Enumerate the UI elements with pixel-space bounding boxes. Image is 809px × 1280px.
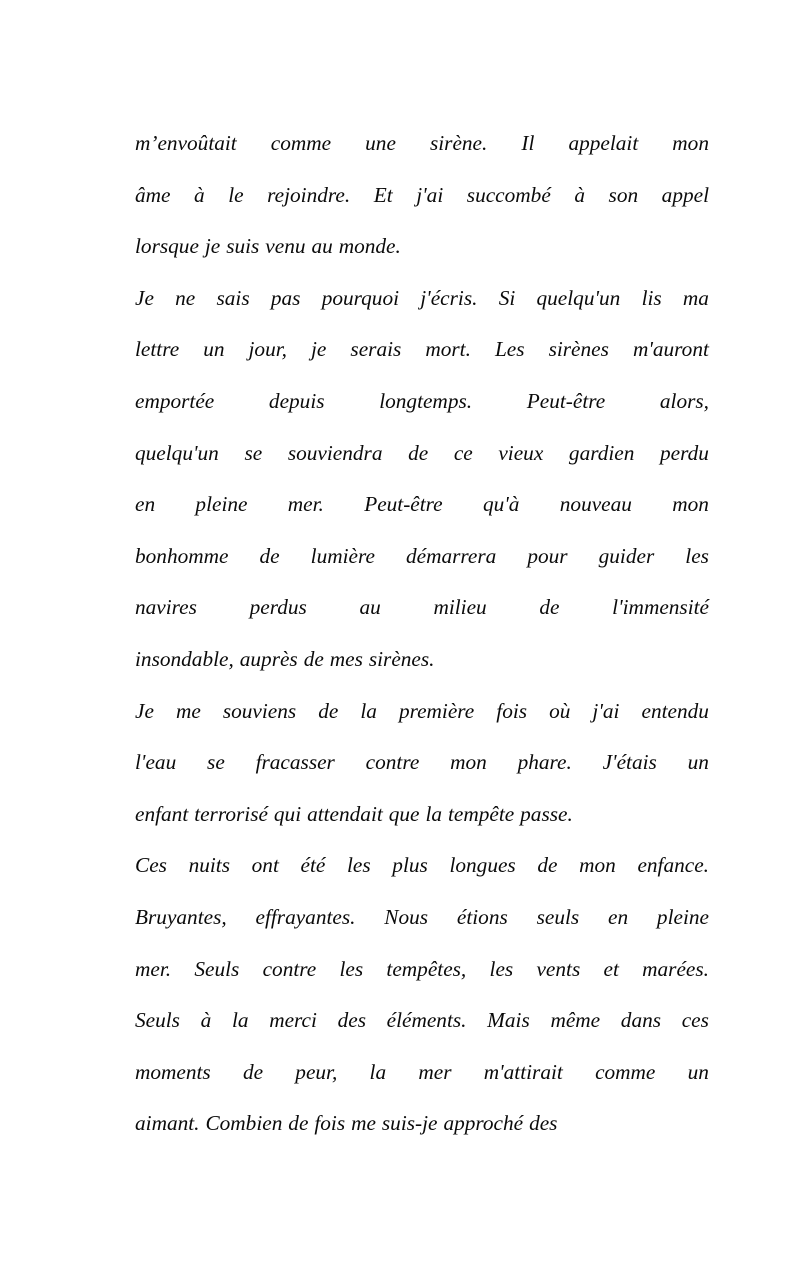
word: que <box>388 801 420 826</box>
word: appel <box>661 182 709 207</box>
word: à <box>574 182 585 207</box>
word: ont <box>251 853 279 878</box>
paragraph <box>135 840 709 1150</box>
word: seuls <box>536 904 580 929</box>
word: les <box>339 956 364 981</box>
text-line <box>135 686 709 738</box>
word: me <box>351 1111 376 1136</box>
word: âme <box>135 182 171 207</box>
word: mer. <box>135 956 172 981</box>
word: Seuls <box>135 1008 180 1033</box>
word: ne <box>175 285 196 310</box>
word: Seuls <box>194 956 240 981</box>
word: appelait <box>568 131 639 155</box>
word: Si <box>498 285 516 310</box>
word: J'étais <box>602 750 657 775</box>
word: en <box>135 492 156 517</box>
word: lorsque <box>135 234 199 259</box>
word: aimant. <box>135 1111 200 1136</box>
word: été <box>300 853 326 878</box>
word: la <box>231 1008 249 1033</box>
word: m'attirait <box>483 1059 563 1084</box>
word: les <box>685 543 709 568</box>
text-line <box>135 428 709 480</box>
word: succombé <box>466 182 551 207</box>
word: quelqu'un <box>536 285 621 310</box>
word: jour, <box>248 337 287 362</box>
word: pas <box>270 285 301 310</box>
text-line <box>135 840 709 892</box>
word: entendu <box>641 698 709 723</box>
word: éléments. <box>386 1008 467 1033</box>
word: des <box>337 1008 366 1033</box>
word: mort. <box>425 337 471 362</box>
word: nouveau <box>559 492 632 517</box>
word: fois <box>496 698 528 723</box>
word: de <box>318 698 339 723</box>
word: longues <box>449 853 516 878</box>
word: se <box>244 440 263 465</box>
word: bonhomme <box>135 543 229 568</box>
word: j'ai <box>592 698 620 723</box>
word: à <box>200 1008 212 1033</box>
word: attendait <box>307 801 383 826</box>
word: au <box>311 234 333 259</box>
word: ce <box>453 440 473 465</box>
word: à <box>194 182 205 207</box>
word: j'ai <box>416 182 444 207</box>
word: l'immensité <box>612 595 709 620</box>
word: lis <box>641 285 662 310</box>
text-line <box>135 170 709 222</box>
word: Nous <box>384 904 429 929</box>
word: fracasser <box>255 750 335 775</box>
paragraph <box>135 118 709 273</box>
word: Il <box>521 131 535 155</box>
word: Je <box>135 285 154 310</box>
word: en <box>608 904 629 929</box>
text-line <box>135 531 709 583</box>
text-line <box>135 582 709 634</box>
word: qui <box>273 801 302 826</box>
word: pleine <box>656 904 709 929</box>
word: marées. <box>642 956 709 981</box>
text-line <box>135 944 709 996</box>
word: même <box>550 1008 601 1033</box>
word: ces <box>681 1008 709 1033</box>
word: première <box>398 698 475 723</box>
word: où <box>549 698 571 723</box>
word: l'eau <box>135 750 177 775</box>
word: de <box>537 853 558 878</box>
word: mon <box>672 131 709 155</box>
word: son <box>608 182 639 207</box>
word: de <box>242 1059 264 1084</box>
word: au <box>359 595 381 620</box>
word: guider <box>598 543 655 568</box>
text-line <box>135 737 709 789</box>
word: perdu <box>660 440 709 465</box>
word: effrayantes. <box>255 904 356 929</box>
text-line <box>135 324 709 376</box>
word: étions <box>456 904 508 929</box>
word: qu'à <box>482 492 520 517</box>
word: se <box>207 750 225 775</box>
word: contre <box>365 750 420 775</box>
word: longtemps. <box>379 388 473 413</box>
word: dans <box>620 1008 662 1033</box>
word: tempête <box>447 801 515 826</box>
word: gardien <box>568 440 635 465</box>
word: sirène. <box>429 131 488 155</box>
text-line <box>135 995 709 1047</box>
word: ma <box>682 285 709 310</box>
word: un <box>687 750 709 775</box>
word: la <box>360 698 377 723</box>
word: des <box>529 1111 558 1136</box>
word: rejoindre. <box>267 182 351 207</box>
word: Peut-être <box>364 492 443 517</box>
word: mon <box>672 492 709 517</box>
word: et <box>603 956 619 981</box>
body-text-block <box>135 118 709 1150</box>
word: souviendra <box>287 440 383 465</box>
text-line <box>135 892 709 944</box>
text-line <box>135 789 709 841</box>
word: sirènes <box>548 337 609 362</box>
text-line <box>135 376 709 428</box>
word: comme <box>270 131 332 155</box>
word: m'auront <box>632 337 709 362</box>
word: auprès <box>239 646 298 671</box>
word: Ces <box>135 853 167 878</box>
word: Peut-être <box>526 388 606 413</box>
word: le <box>228 182 244 207</box>
word: phare. <box>517 750 572 775</box>
word: mon <box>579 853 616 878</box>
word: nuits <box>188 853 231 878</box>
word: peur, <box>295 1059 338 1084</box>
word: un <box>687 1059 709 1084</box>
paragraph <box>135 273 709 686</box>
word: enfance. <box>637 853 709 878</box>
word: de <box>259 543 280 568</box>
word: merci <box>269 1008 317 1033</box>
word: passe. <box>520 801 573 826</box>
word: mer <box>418 1059 452 1084</box>
word: mes <box>329 646 363 671</box>
word: je <box>204 234 221 259</box>
word: pleine <box>195 492 248 517</box>
text-line <box>135 1047 709 1099</box>
word: terrorisé <box>194 801 268 826</box>
paragraph <box>135 686 709 841</box>
word: milieu <box>433 595 487 620</box>
word: monde. <box>338 234 401 259</box>
word: contre <box>262 956 317 981</box>
word: Les <box>494 337 525 362</box>
word: lettre <box>135 337 180 362</box>
word: suis <box>226 234 260 259</box>
word: de <box>288 1111 309 1136</box>
text-line <box>135 479 709 531</box>
word: navires <box>135 595 197 620</box>
word: approché <box>443 1111 524 1136</box>
word: pour <box>527 543 568 568</box>
word: quelqu'un <box>135 440 219 465</box>
word: je <box>311 337 327 362</box>
word: sirènes. <box>368 646 435 671</box>
word: la <box>425 801 443 826</box>
word: démarrera <box>405 543 497 568</box>
word: plus <box>392 853 428 878</box>
word: me <box>175 698 201 723</box>
text-line <box>135 118 709 170</box>
word: de <box>303 646 324 671</box>
word: lumière <box>310 543 375 568</box>
word: les <box>346 853 371 878</box>
word: enfant <box>135 801 189 826</box>
word: serais <box>350 337 402 362</box>
word: Combien <box>205 1111 283 1136</box>
word: emportée <box>135 388 215 413</box>
word: de <box>539 595 560 620</box>
word: les <box>489 956 514 981</box>
word: mon <box>450 750 487 775</box>
text-line <box>135 634 709 686</box>
word: moments <box>135 1059 211 1084</box>
word: perdus <box>249 595 307 620</box>
word: venu <box>265 234 306 259</box>
word: vents <box>536 956 581 981</box>
word: mer. <box>287 492 324 517</box>
word: Bruyantes, <box>135 904 227 929</box>
word: de <box>408 440 429 465</box>
word: souviens <box>222 698 297 723</box>
word: sais <box>216 285 250 310</box>
word: fois <box>314 1111 346 1136</box>
word: Je <box>135 698 154 723</box>
word: j'écris. <box>420 285 478 310</box>
word: vieux <box>498 440 544 465</box>
word: insondable, <box>135 646 234 671</box>
word: pourquoi <box>321 285 400 310</box>
word: alors, <box>659 388 709 413</box>
word: un <box>203 337 225 362</box>
text-line <box>135 1098 709 1150</box>
word: une <box>365 131 396 155</box>
word: suis-je <box>381 1111 438 1136</box>
word: Mais <box>487 1008 530 1033</box>
text-line <box>135 273 709 325</box>
text-line <box>135 221 709 273</box>
word: Et <box>373 182 393 207</box>
word: comme <box>595 1059 656 1084</box>
word: la <box>369 1059 387 1084</box>
word: depuis <box>268 388 325 413</box>
word: tempêtes, <box>386 956 467 981</box>
word: m’envoûtait <box>135 131 237 155</box>
